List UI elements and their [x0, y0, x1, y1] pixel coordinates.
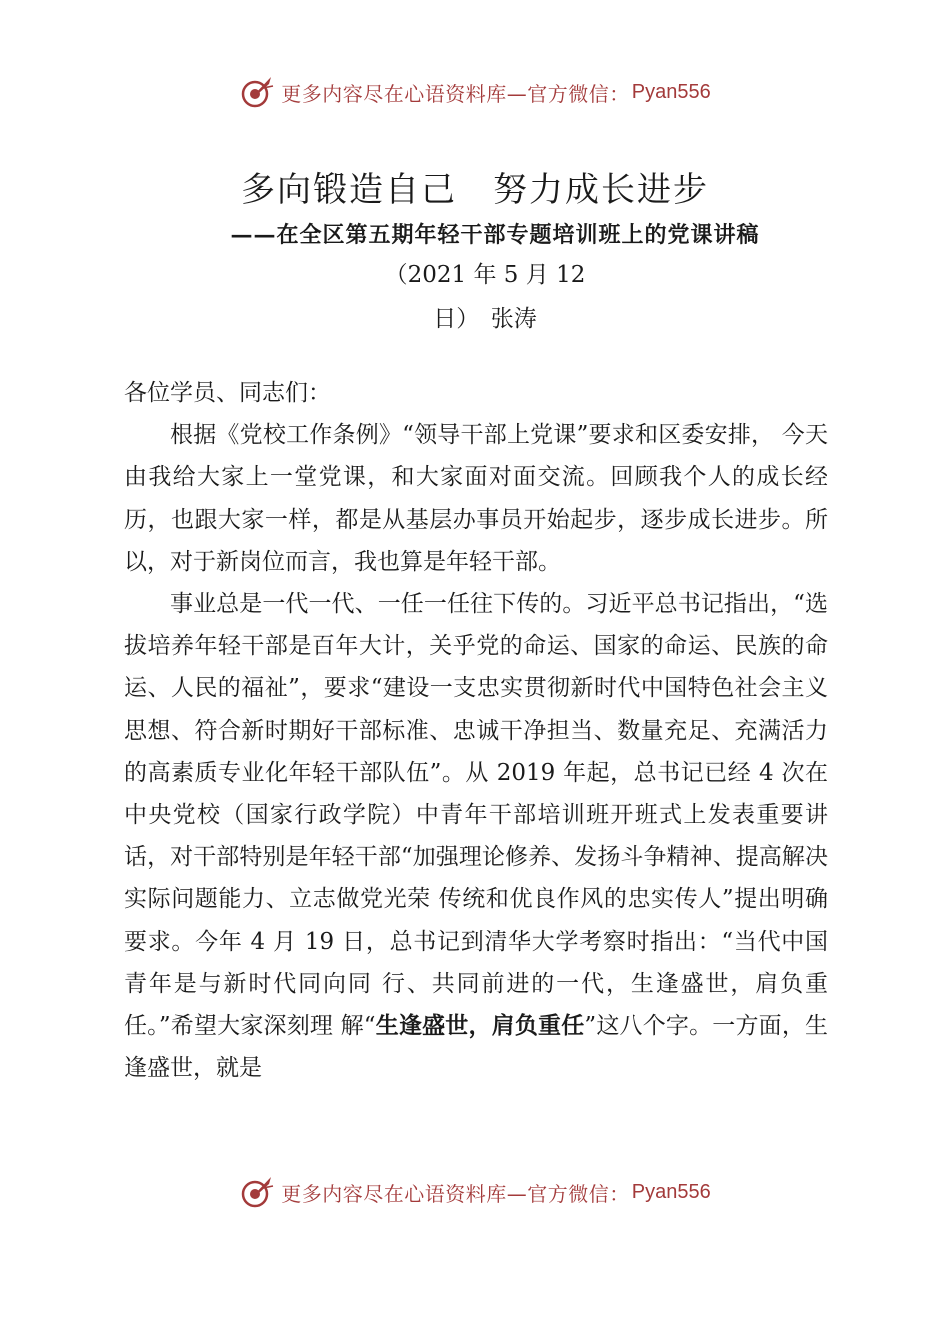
watermark-banner-bottom — [0, 1172, 950, 1212]
paragraph-2 — [124, 583, 828, 1089]
paragraph-2-highlight: 生逢盛世，肩负重任 — [375, 1013, 585, 1040]
document-subtitle: ——在全区第五期年轻干部专题培训班上的党课讲稿 — [230, 222, 760, 248]
watermark-text: 更多内容尽在心语资料库—官方微信： — [281, 1181, 630, 1206]
watermark-text: 更多内容尽在心语资料库—官方微信： — [281, 81, 630, 106]
document-title: 多向锻造自己 努力成长进步 — [241, 170, 709, 210]
watermark-banner-top — [0, 72, 950, 112]
watermark-wechat: Pyan556 — [631, 1180, 711, 1203]
date-line-1: （2021 年 5 月 12 — [384, 262, 586, 288]
paragraph-2-main: 事业总是一代一代、一任一任往下传的。习近平总书记指出，“选拔培养年轻干部是百年大计，关乎党的命运、国家的命运、民族的命运、人民的福祉”，要求“建设一支忠实贯彻新时代中国特色社会主义思想、符合新时期好干部标准、忠诚干净担当、数量充足、充满活力的高素质专业化年轻干部队伍”。从 2019 年起，总书记已经 4 次在中央党校（国家行政学院）中青年干部培训班开班式上发表重要讲话，对干部特别是年轻干部“加强理论修养、发扬斗争精神、提高解决实际问题能力、立志做党光荣 传统和优良作风的忠实传人”提出明确要求。今年 4 月 19 日，总书记到清华大学考察时指出：“当代中国青年是与新时代同向同 行、共同前进的一代，生逢盛世，肩负重任。”希望大家深刻理 解“ — [124, 591, 828, 1040]
date-line-2: 日） 张涛 — [433, 306, 537, 332]
watermark-wechat: Pyan556 — [631, 80, 711, 103]
quill-logo-icon — [239, 1174, 275, 1210]
quill-logo-icon — [239, 74, 275, 110]
paragraph-2-tail: ”这八个字。一方面，生逢盛世，就是 — [124, 1013, 829, 1082]
paragraph-1: 根据《党校工作条例》“领导干部上党课”要求和区委安排， 今天由我给大家上一堂党课，和大家面对面交流。回顾我个人的成长经历，也跟大家一样，都是从基层办事员开始起步，逐步成长进步。所以，对于新岗位而言，我也算是年轻干部。 — [124, 422, 828, 575]
document-body — [124, 372, 828, 1089]
greeting: 各位学员、同志们： — [124, 380, 331, 406]
